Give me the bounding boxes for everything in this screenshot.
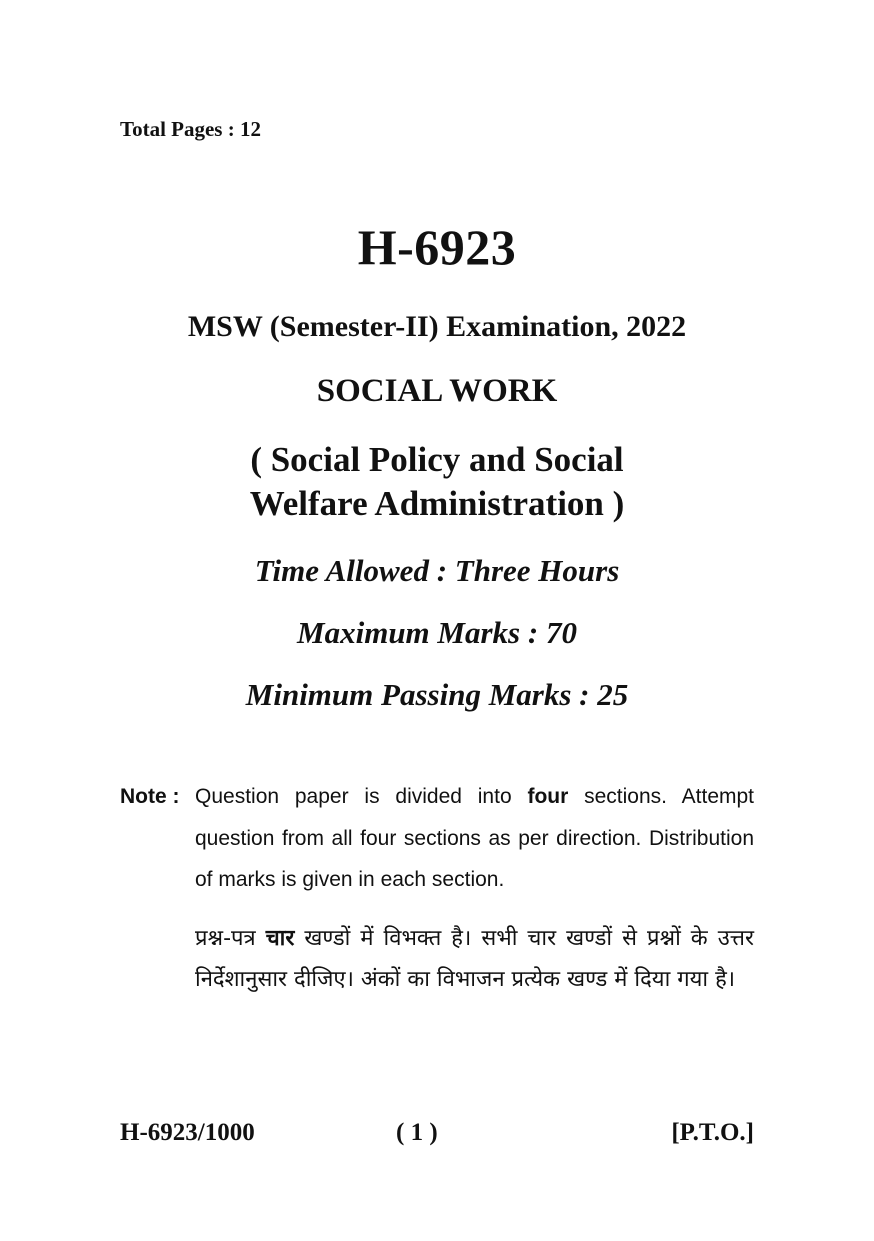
paper-code: H-6923 — [357, 219, 517, 275]
hindi-bold: चार — [265, 926, 295, 951]
note-label: Note : — [120, 785, 180, 808]
note-text-bold: four — [527, 785, 569, 808]
time-allowed: Time Allowed : Three Hours — [254, 553, 620, 588]
minimum-passing-marks: Minimum Passing Marks : 25 — [245, 677, 629, 712]
total-pages: Total Pages : 12 — [120, 117, 261, 141]
hindi-part1: प्रश्न-पत्र — [195, 926, 266, 951]
note-text-part2: sections. Attempt question from all four sections as per direction. Distribution of marks is given in each section. — [195, 785, 754, 891]
paper-title — [0, 438, 874, 526]
paper-title-line2: Welfare Administration ) — [249, 484, 625, 523]
pto-label: [P.T.O.] — [671, 1119, 754, 1146]
instructions-note — [120, 776, 754, 901]
note-hindi — [195, 918, 754, 1000]
maximum-marks: Maximum Marks : 70 — [297, 615, 577, 650]
hindi-part2: खण्डों में विभक्त है। सभी चार खण्डों से प्रश्नों के उत्तर निर्देशानुसार दीजिए। अंकों का विभाजन प्रत्येक खण्ड में दिया गया है। — [195, 926, 754, 992]
subject-title: SOCIAL WORK — [316, 373, 558, 409]
note-english — [195, 776, 754, 901]
paper-title-line1: ( Social Policy and Social — [250, 440, 624, 479]
note-text-part1: Question paper is divided into — [195, 785, 528, 808]
page-number: ( 1 ) — [396, 1119, 438, 1146]
footer-code: H-6923/1000 — [120, 1119, 255, 1146]
exam-name: MSW (Semester-II) Examination, 2022 — [187, 310, 687, 343]
